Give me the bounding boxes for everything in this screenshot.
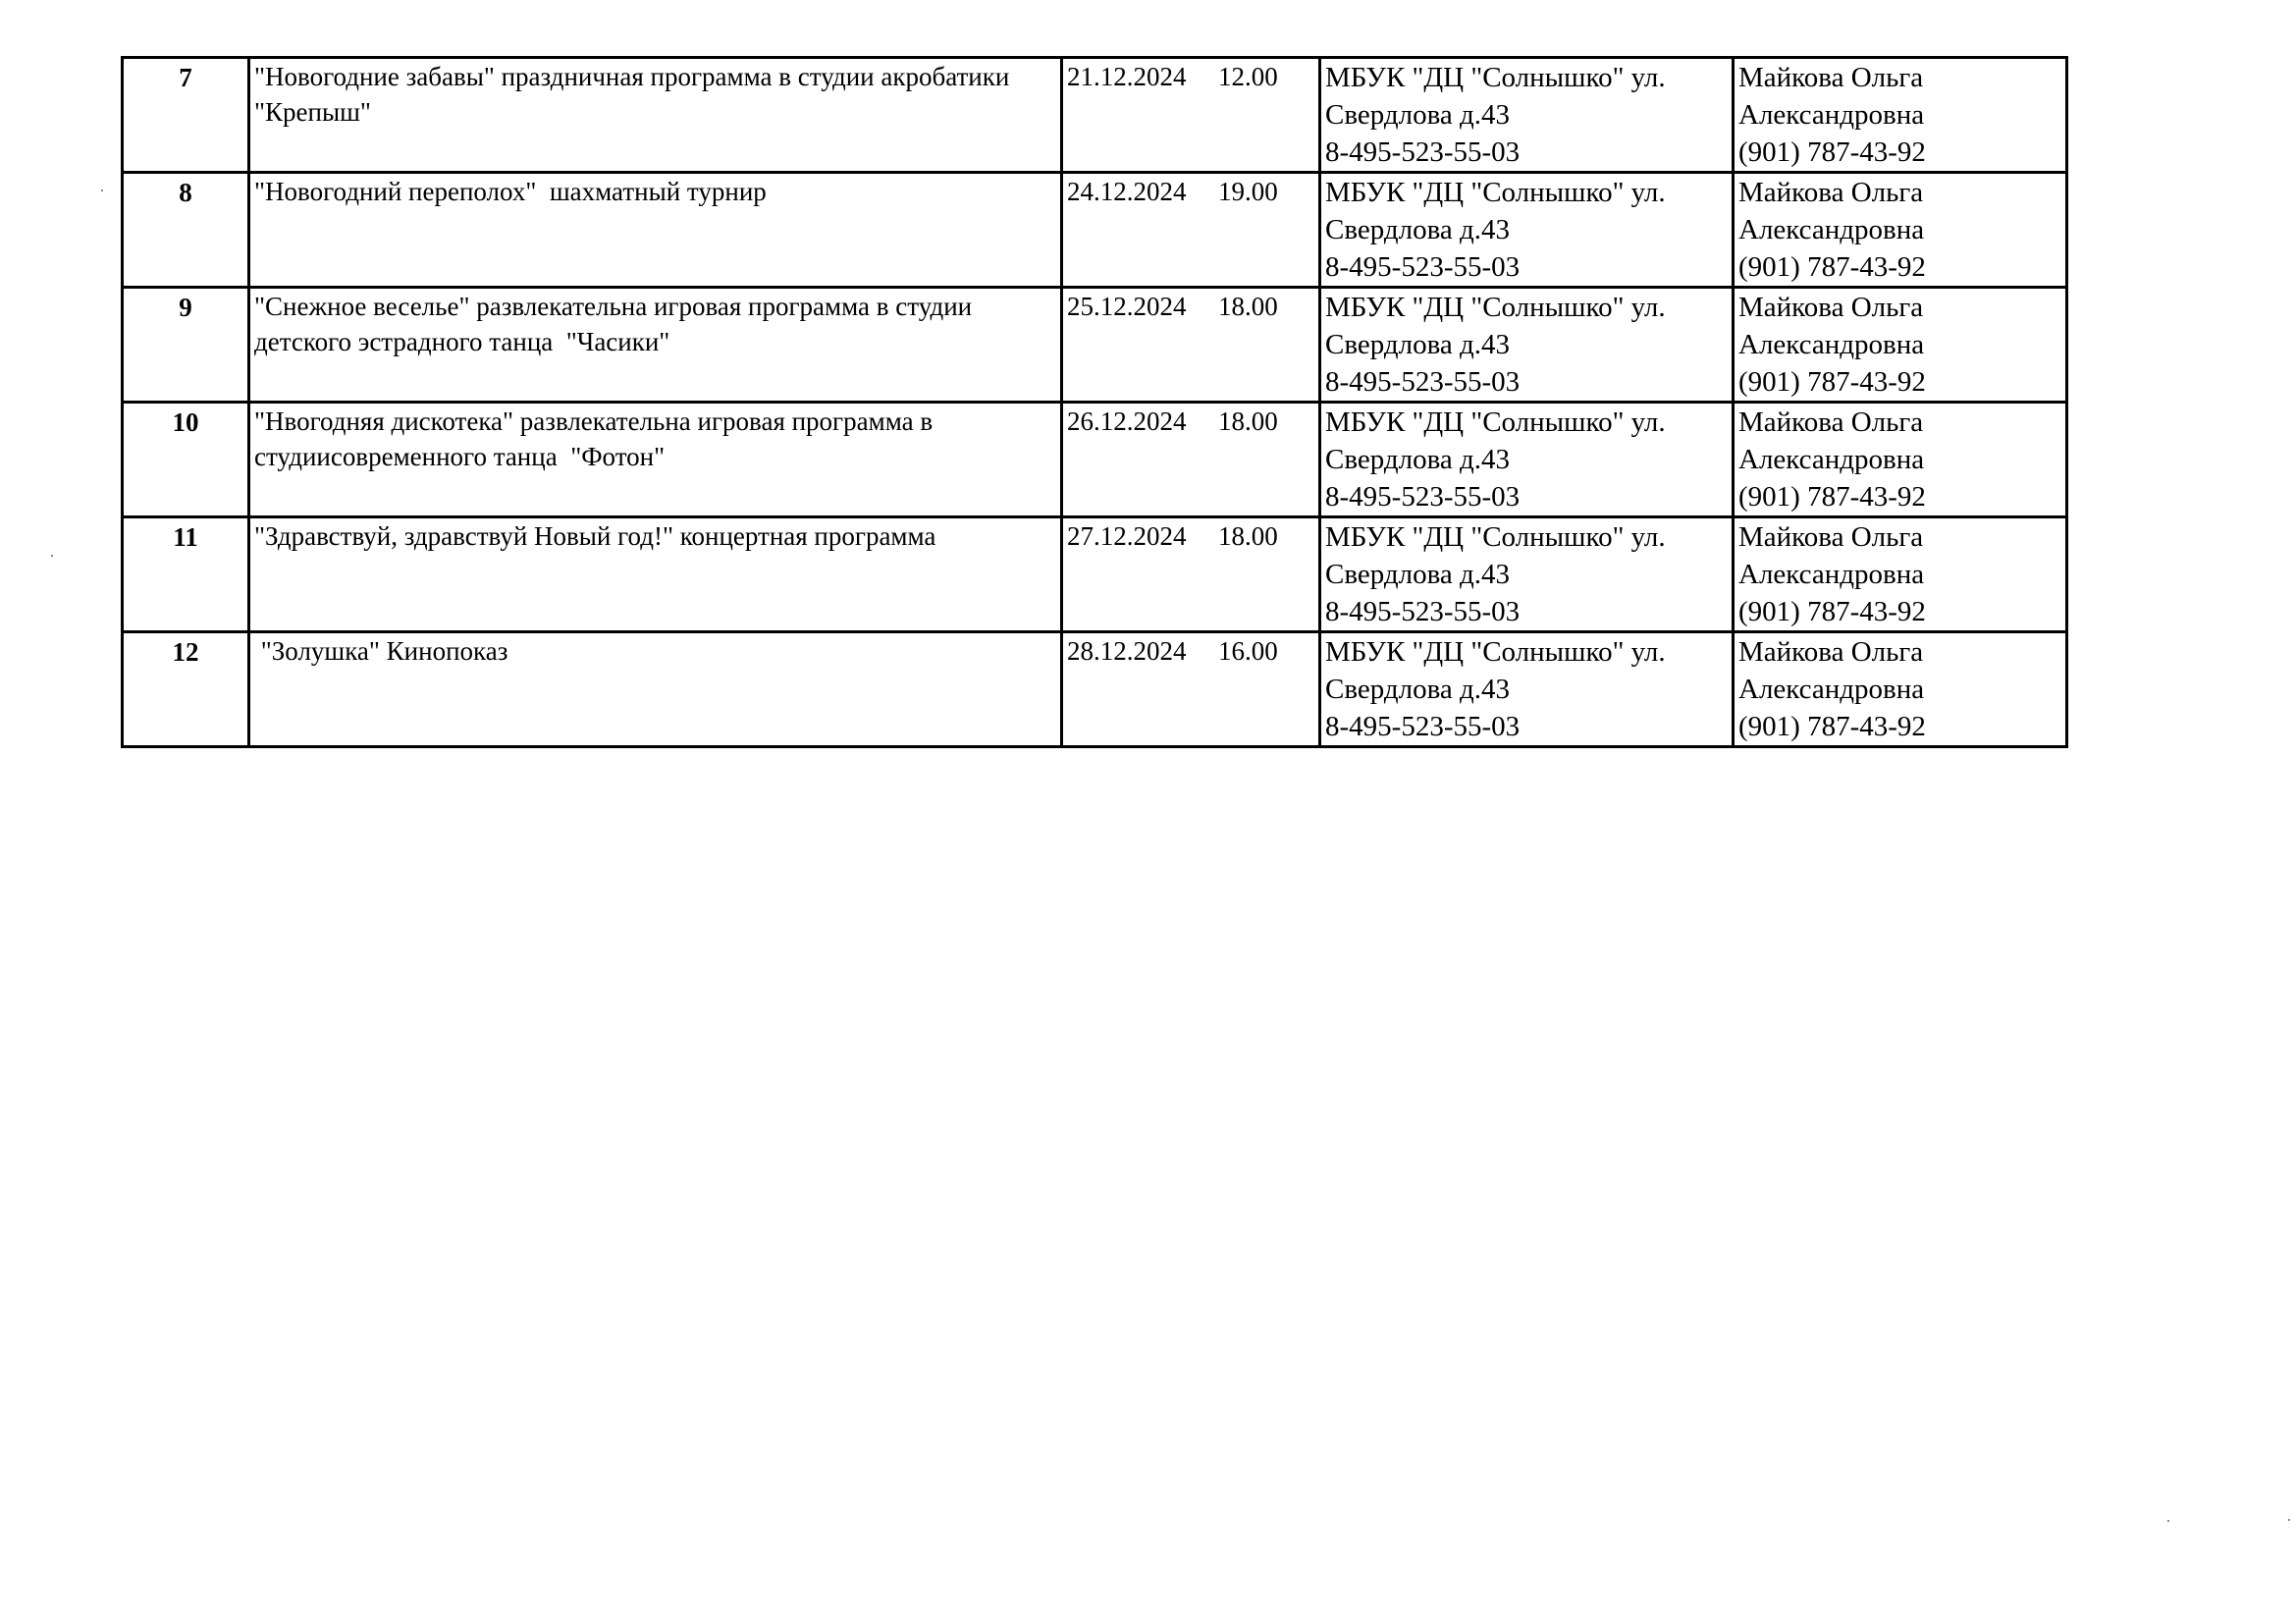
event-contact: [1734, 403, 2067, 517]
contact-patronymic: Александровна: [1738, 99, 1925, 131]
event-description: [249, 632, 1062, 747]
venue-phone: 8-495-523-55-03: [1325, 481, 1521, 513]
event-date: 25.12.2024: [1067, 292, 1187, 321]
row-number: 10: [123, 403, 249, 517]
event-datetime: [1062, 517, 1320, 632]
scan-speck: [2167, 1520, 2169, 1522]
row-number: 8: [123, 173, 249, 288]
event-contact: [1734, 517, 2067, 632]
event-time: 18.00: [1218, 406, 1278, 436]
contact-name: Майкова Ольга: [1738, 292, 1924, 323]
venue-street: Свердлова д.43: [1325, 674, 1511, 705]
event-contact: [1734, 58, 2067, 173]
contact-name: Майкова Ольга: [1738, 521, 1924, 553]
event-venue: [1320, 403, 1734, 517]
venue-name: МБУК "ДЦ "Солнышко" ул.: [1325, 406, 1666, 438]
table-row: [123, 58, 2067, 173]
venue-phone: 8-495-523-55-03: [1325, 366, 1521, 398]
event-time: 18.00: [1218, 292, 1278, 321]
event-description-line: "Золушка" Кинопоказ: [254, 636, 508, 666]
event-description-line: "Новогодний переполох" шахматный турнир: [254, 177, 767, 206]
venue-name: МБУК "ДЦ "Солнышко" ул.: [1325, 292, 1666, 323]
contact-phone: (901) 787-43-92: [1738, 481, 1926, 513]
venue-street: Свердлова д.43: [1325, 99, 1511, 131]
scan-speck: [51, 555, 53, 557]
event-description-line: детского эстрадного танца "Часики": [254, 327, 670, 356]
event-date: 24.12.2024: [1067, 177, 1187, 206]
venue-street: Свердлова д.43: [1325, 444, 1511, 475]
venue-phone: 8-495-523-55-03: [1325, 596, 1521, 627]
event-venue: [1320, 632, 1734, 747]
contact-name: Майкова Ольга: [1738, 636, 1924, 668]
contact-phone: (901) 787-43-92: [1738, 366, 1926, 398]
contact-name: Майкова Ольга: [1738, 406, 1924, 438]
event-datetime: [1062, 173, 1320, 288]
scan-speck: [101, 189, 103, 191]
event-description: [249, 288, 1062, 403]
contact-phone: (901) 787-43-92: [1738, 136, 1926, 168]
event-contact: [1734, 632, 2067, 747]
event-venue: [1320, 288, 1734, 403]
table-row: [123, 632, 2067, 747]
contact-patronymic: Александровна: [1738, 559, 1925, 590]
venue-name: МБУК "ДЦ "Солнышко" ул.: [1325, 177, 1666, 208]
event-datetime: [1062, 288, 1320, 403]
contact-phone: (901) 787-43-92: [1738, 251, 1926, 283]
row-number: 9: [123, 288, 249, 403]
row-number: 11: [123, 517, 249, 632]
venue-name: МБУК "ДЦ "Солнышко" ул.: [1325, 62, 1666, 93]
row-number: 7: [123, 58, 249, 173]
event-contact: [1734, 173, 2067, 288]
contact-name: Майкова Ольга: [1738, 62, 1924, 93]
event-description-line: "Здравствуй, здравствуй Новый год!" концертная программа: [254, 521, 936, 551]
event-date: 28.12.2024: [1067, 636, 1187, 666]
row-number: 12: [123, 632, 249, 747]
event-description-line: "Снежное веселье" развлекательна игровая программа в студии: [254, 292, 973, 321]
event-time: 19.00: [1218, 177, 1278, 206]
event-time: 16.00: [1218, 636, 1278, 666]
contact-patronymic: Александровна: [1738, 444, 1925, 475]
event-venue: [1320, 58, 1734, 173]
event-time: 12.00: [1218, 62, 1278, 91]
contact-phone: (901) 787-43-92: [1738, 596, 1926, 627]
contact-patronymic: Александровна: [1738, 674, 1925, 705]
events-table-body: [123, 58, 2067, 747]
event-description-line: "Нвогодняя дискотека" развлекательна игровая программа в: [254, 406, 934, 436]
table-row: [123, 288, 2067, 403]
contact-patronymic: Александровна: [1738, 329, 1925, 360]
contact-patronymic: Александровна: [1738, 214, 1925, 245]
event-description: [249, 517, 1062, 632]
venue-street: Свердлова д.43: [1325, 214, 1511, 245]
event-description: [249, 173, 1062, 288]
contact-phone: (901) 787-43-92: [1738, 711, 1926, 742]
event-time: 18.00: [1218, 521, 1278, 551]
table-row: [123, 173, 2067, 288]
event-date: 21.12.2024: [1067, 62, 1187, 91]
venue-phone: 8-495-523-55-03: [1325, 251, 1521, 283]
venue-street: Свердлова д.43: [1325, 559, 1511, 590]
event-venue: [1320, 173, 1734, 288]
event-contact: [1734, 288, 2067, 403]
event-description: [249, 403, 1062, 517]
scan-speck: [2288, 1519, 2290, 1521]
table-row: [123, 403, 2067, 517]
events-table: [121, 56, 2068, 748]
event-datetime: [1062, 58, 1320, 173]
event-date: 26.12.2024: [1067, 406, 1187, 436]
venue-street: Свердлова д.43: [1325, 329, 1511, 360]
event-datetime: [1062, 403, 1320, 517]
event-date: 27.12.2024: [1067, 521, 1187, 551]
venue-phone: 8-495-523-55-03: [1325, 711, 1521, 742]
venue-phone: 8-495-523-55-03: [1325, 136, 1521, 168]
event-description: [249, 58, 1062, 173]
venue-name: МБУК "ДЦ "Солнышко" ул.: [1325, 521, 1666, 553]
event-description-line: "Крепыш": [254, 97, 371, 127]
event-description-line: "Новогодние забавы" праздничная программа в студии акробатики: [254, 62, 1010, 91]
venue-name: МБУК "ДЦ "Солнышко" ул.: [1325, 636, 1666, 668]
contact-name: Майкова Ольга: [1738, 177, 1924, 208]
event-venue: [1320, 517, 1734, 632]
event-datetime: [1062, 632, 1320, 747]
table-row: [123, 517, 2067, 632]
event-description-line: студиисовременного танца "Фотон": [254, 442, 666, 471]
